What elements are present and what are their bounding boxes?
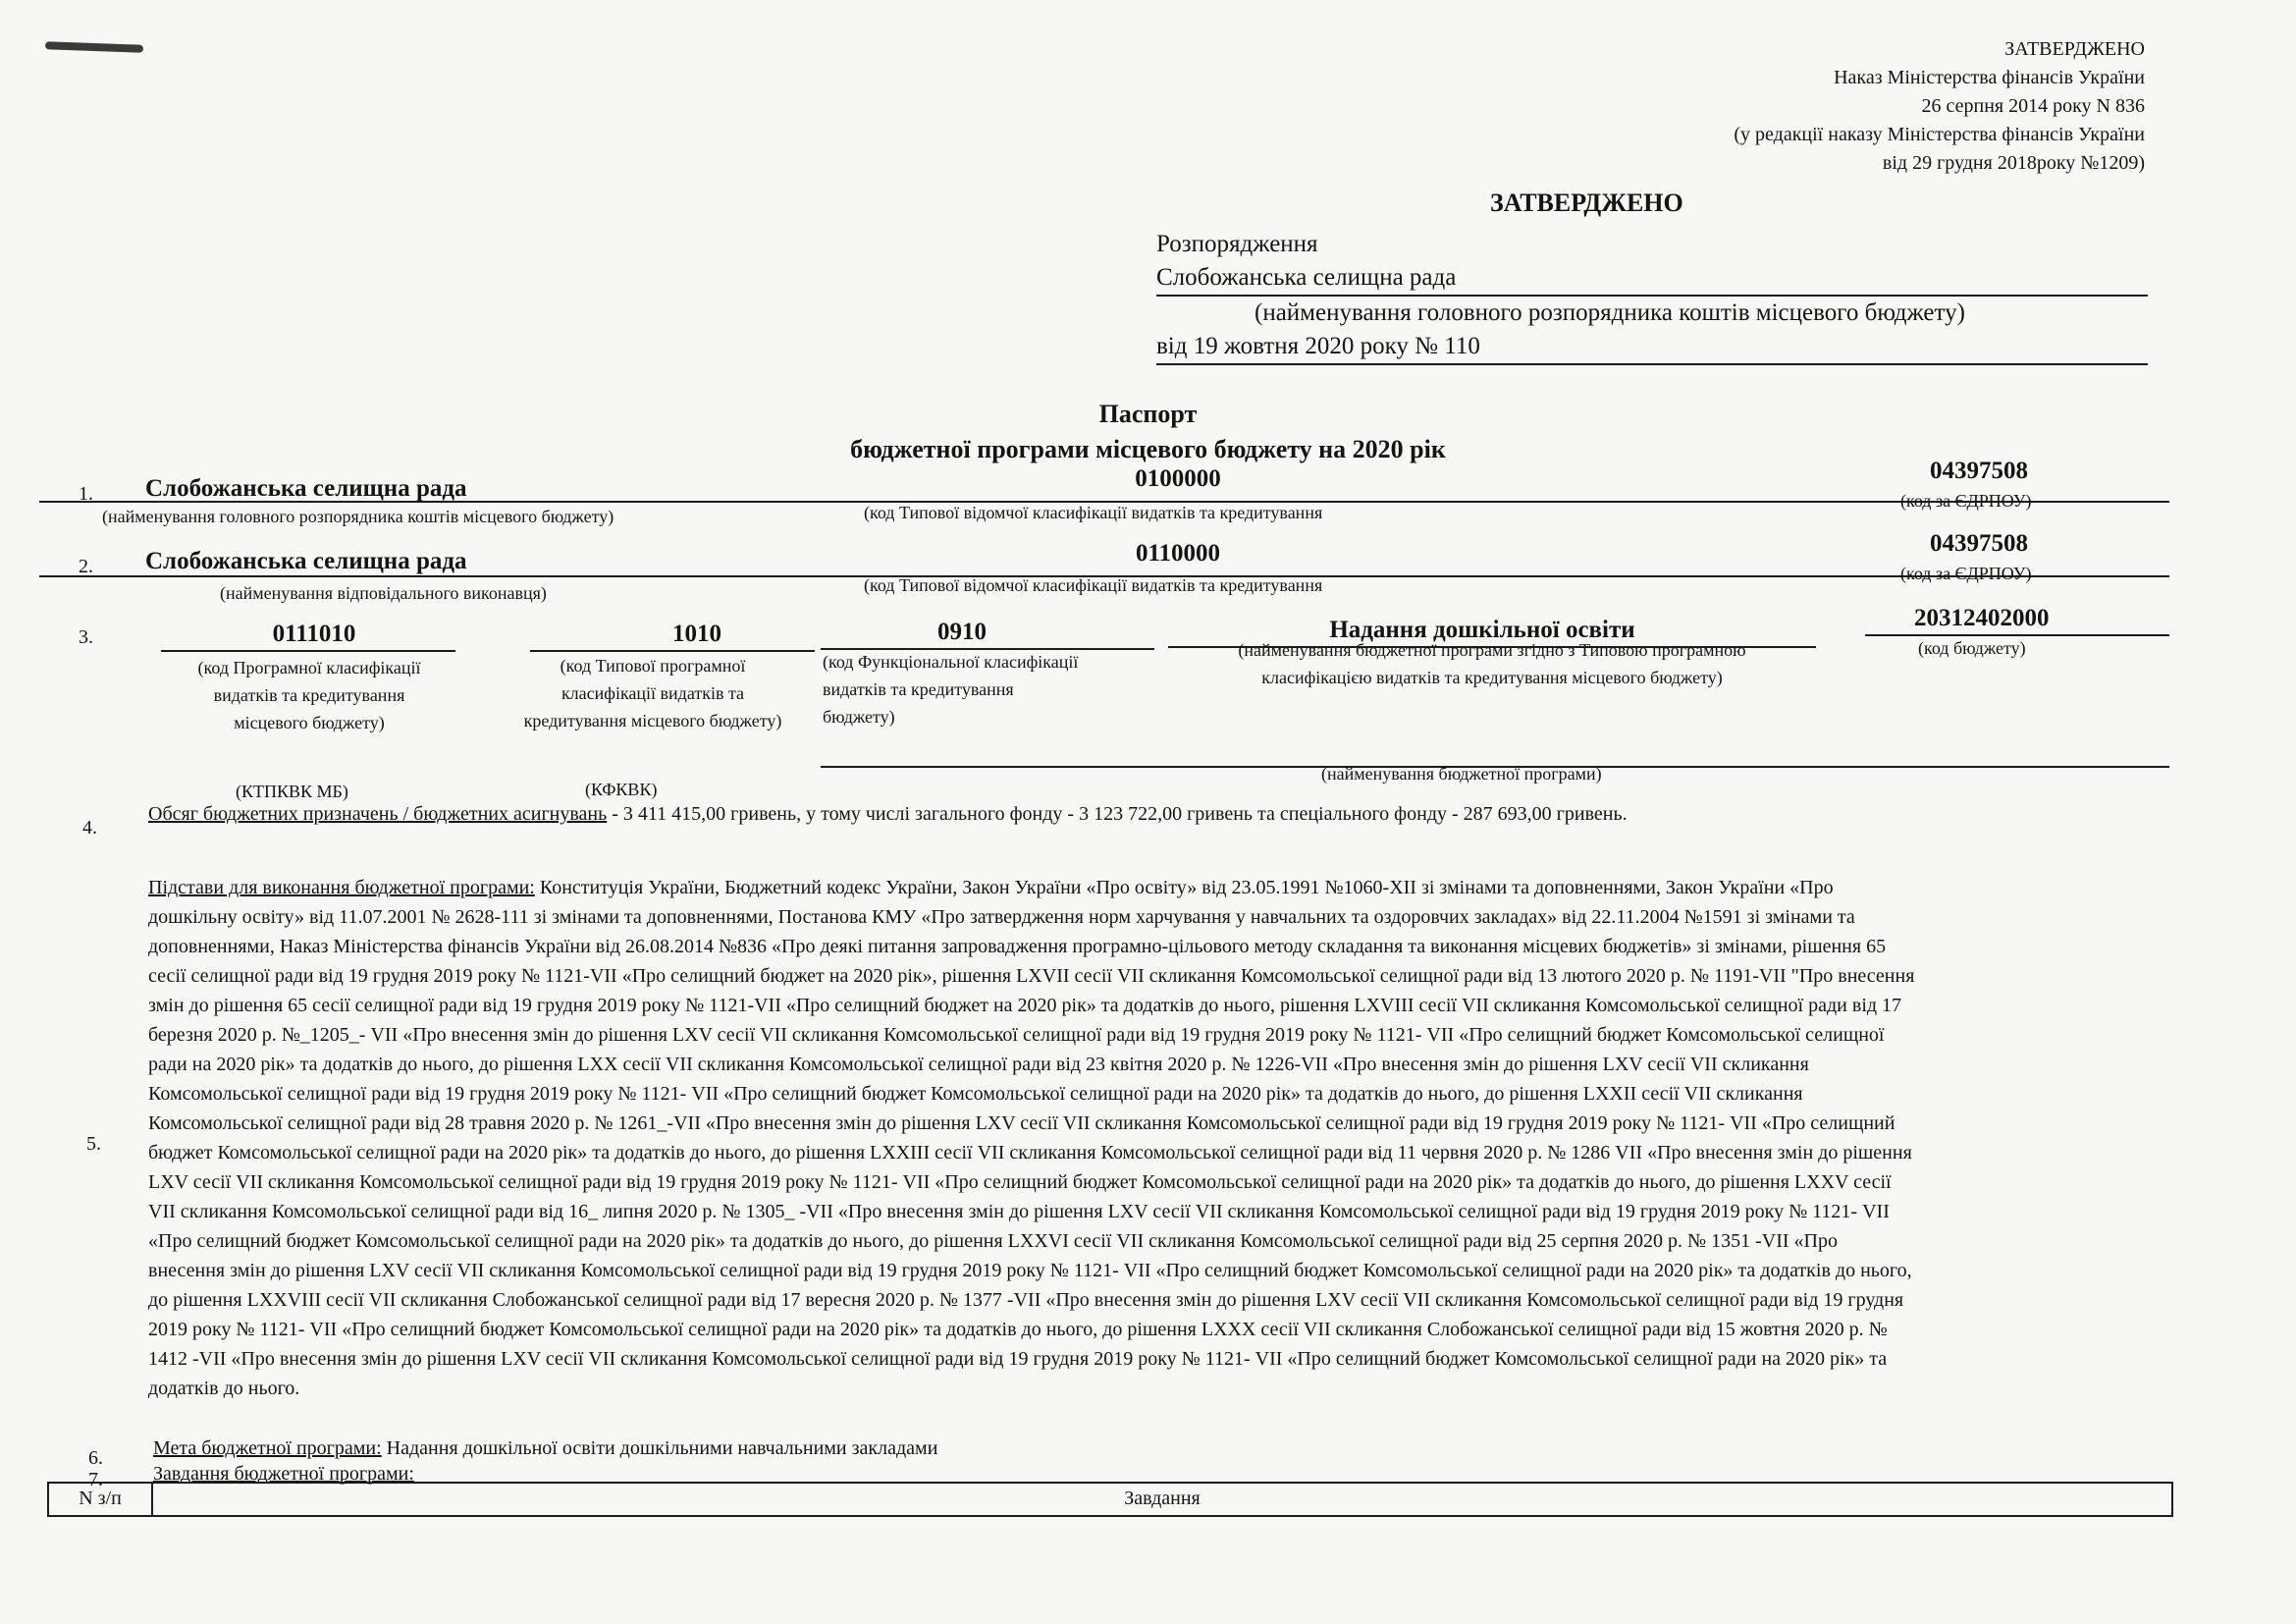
item2-code-caption: (код Типової відомчої класифікації видатків та кредитування xyxy=(864,575,1323,595)
item7-label: Завдання бюджетної програми: xyxy=(153,1463,414,1485)
tasks-col-num: N з/п xyxy=(49,1484,153,1515)
item5-number: 5. xyxy=(86,1133,101,1155)
order-doc-type: Розпорядження xyxy=(1156,231,1318,257)
item3-budget-caption: (код бюджету) xyxy=(1918,638,2026,658)
item5-line-18: додатків до нього. xyxy=(148,1378,300,1399)
item3-kpkvk-rule xyxy=(161,650,455,652)
item2-name-caption: (найменування відповідального виконавця) xyxy=(220,583,547,603)
item3-kfkvk-caption-2: класифікації видатків та xyxy=(561,683,745,703)
item5-line-1 xyxy=(148,873,2156,902)
order-block xyxy=(1156,228,2148,365)
item1-code-caption: (код Типової відомчої класифікації видатків та кредитування xyxy=(864,503,1323,522)
tasks-col-task: Завдання xyxy=(1124,1488,1201,1509)
item3-kpkvk-caption-2: видатків та кредитування xyxy=(213,685,405,705)
item3-program-caption xyxy=(1168,636,1816,691)
item1-code: 0100000 xyxy=(1135,465,1221,492)
item3-kpkvk: 0111010 xyxy=(272,621,356,647)
item3-program-caption-1: (найменування бюджетної програми згідно з Типовою програмною xyxy=(1238,640,1746,660)
item7-number: 7. xyxy=(88,1469,103,1490)
item1-edrpou: 04397508 xyxy=(1930,458,2028,484)
item1-name-caption: (найменування головного розпорядника коштів місцевого бюджету) xyxy=(102,507,614,526)
item1-edrpou-caption: (код за ЄДРПОУ) xyxy=(1900,491,2032,511)
approval-line-4: від 29 грудня 2018року №1209) xyxy=(1882,152,2145,174)
approval-line-3: (у редакції наказу Міністерства фінансів України xyxy=(1734,124,2145,145)
tasks-table-header xyxy=(47,1482,2173,1517)
item5-line-15: до рішення LXXVIII сесії VII скликання Слобожанської селищної ради від 17 вересня 2020 р. № 1377 -VII «Про внесення змін до рішення LXV сесії VII скликання Комсомольської селищної ради від 19 грудня xyxy=(148,1289,1904,1311)
item1-name: Слобожанська селищна рада xyxy=(145,475,467,502)
item3-kfkvk: 1010 xyxy=(672,621,721,647)
item5-line-2: дошкільну освіту» від 11.07.2001 № 2628-111 зі змінами та доповненнями, Постанова КМУ «Про затвердження норм харчування у навчальних та оздоровчих закладах» від 22.11.2004 №1591 зі змінами та xyxy=(148,906,1855,928)
item4-text xyxy=(148,803,2170,826)
approval-line-2: 26 серпня 2014 року N 836 xyxy=(1921,95,2145,117)
item5-line-7: ради на 2020 рік» та додатків до нього, до рішення LXX сесії VII скликання Комсомольської селищної ради від 23 квітня 2020 р. № 1226-VII «Про внесення змін до рішення LXV сесії VII скликання xyxy=(148,1054,1809,1075)
item3-program: Надання дошкільної освіти xyxy=(1329,617,1635,643)
order-authority-caption: (найменування головного розпорядника коштів місцевого бюджету) xyxy=(1255,299,1965,326)
item6-text xyxy=(153,1437,937,1460)
item6-value: Надання дошкільної освіти дошкільними навчальними закладами xyxy=(381,1437,938,1459)
item3-program-name-caption: (найменування бюджетної програми) xyxy=(1321,764,1602,784)
item3-kfkvk-caption-1: (код Типової програмної xyxy=(560,656,746,676)
order-approved-title: ЗАТВЕРДЖЕНО xyxy=(1490,189,1683,217)
item3-func-caption-2: видатків та кредитування xyxy=(823,679,1014,699)
item2-name: Слобожанська селищна рада xyxy=(145,548,467,574)
approval-line-1: Наказ Міністерства фінансів України xyxy=(1834,67,2145,88)
item4-value: - 3 411 415,00 гривень, у тому числі загального фонду - 3 123 722,00 гривень та спеціального фонду - 287 693,00 гривень. xyxy=(607,803,1628,825)
staple-mark xyxy=(45,41,143,52)
item3-func-caption-3: бюджету) xyxy=(823,707,895,727)
item3-kfkvk-short: (КФКВК) xyxy=(585,780,658,799)
item3-program-caption-2: класифікацією видатків та кредитування місцевого бюджету) xyxy=(1261,668,1723,687)
item5-line-text: Конституція України, Бюджетний кодекс України, Закон України «Про освіту» від 23.05.1991 №1060-XII зі змінами та доповненнями, Закон України «Про xyxy=(534,877,1834,898)
item5-line-4: сесії селищної ради від 19 грудня 2019 року № 1121-VII «Про селищний бюджет на 2020 рік», рішення LXVII сесії VII скликання Комсомольської селищної ради від 13 лютого 2020 р. № 1191-VII "Про внесення xyxy=(148,965,1915,987)
item5-line-5: змін до рішення 65 сесії селищної ради від 19 грудня 2019 року № 1121-VII «Про селищний бюджет на 2020 рік» та додатків до нього, рішення LXVIII сесії VII скликання Комсомольської селищної ради від 17 xyxy=(148,995,1902,1016)
item3-ktpkvk-mb: (КТПКВК МБ) xyxy=(236,782,348,801)
passport-title-line-1: Паспорт xyxy=(1098,400,1198,428)
item3-kfkvk-caption-3: кредитування місцевого бюджету) xyxy=(523,711,782,731)
item2-code: 0110000 xyxy=(1135,540,1221,567)
item5-line-17: 1412 -VII «Про внесення змін до рішення LXV сесії VII скликання Комсомольської селищної ради від 19 грудня 2019 року № 1121- VII «Про селищний бюджет Комсомольської селищної ради на 2020 рік» та xyxy=(148,1348,1888,1370)
item5-line-10: бюджет Комсомольської селищної ради на 2020 рік» та додатків до нього, до рішення LXXIII сесії VII скликання Комсомольської селищної ради від 11 червня 2020 р. № 1286 VII «Про внесення змін до рішення xyxy=(148,1142,1912,1164)
item5-line-13: «Про селищний бюджет Комсомольської селищної ради на 2020 рік» та додатків до нього, до рішення LXXVI сесії VII скликання Комсомольської селищної ради від 25 серпня 2020 р. № 1351 -VII «Про xyxy=(148,1230,1838,1252)
item5-line-3: доповненнями, Наказ Міністерства фінансів України від 26.08.2014 №836 «Про деякі питання запровадження програмно-цільового методу складання та виконання місцевих бюджетів» зі змінами, рішення 65 xyxy=(148,936,1887,957)
item5-line-16: 2019 року № 1121- VII «Про селищний бюджет Комсомольської селищної ради на 2020 рік» та додатків до нього, до рішення LXXX сесії VII скликання Слобожанської селищної ради від 15 жовтня 2020 р. № xyxy=(148,1319,1888,1340)
item3-kpkvk-caption-3: місцевого бюджету) xyxy=(234,713,385,732)
item5-line-11: LXV сесії VII скликання Комсомольської селищної ради від 19 грудня 2019 року № 1121- VII «Про селищний бюджет Комсомольської селищної ради на 2020 рік» та додатків до нього, до рішення LXXV сесії xyxy=(148,1171,1892,1193)
item1-number: 1. xyxy=(79,483,93,505)
item5-line-9: Комсомольської селищної ради від 28 травня 2020 р. № 1261_-VII «Про внесення змін до рішення LXV сесії VII скликання Комсомольської селищної ради від 19 грудня 2019 року № 1121- VII «Про селищний xyxy=(148,1112,1896,1134)
item3-func: 0910 xyxy=(937,619,987,645)
item5-paragraph xyxy=(148,873,2156,1403)
item5-line-6: березня 2020 р. №_1205_- VII «Про внесення змін до рішення LXV сесії VII скликання Комсомольської селищної ради від 19 грудня 2019 року № 1121- VII «Про селищний бюджет Комсомольської селищної xyxy=(148,1024,1885,1046)
item6-label: Мета бюджетної програми: xyxy=(153,1437,382,1459)
item3-func-caption-1: (код Функціональної класифікації xyxy=(823,652,1079,672)
item5-label: Підстави для виконання бюджетної програми: xyxy=(148,877,535,898)
item4-number: 4. xyxy=(82,817,97,839)
item5-line-8: Комсомольської селищної ради від 19 грудня 2019 року № 1121- VII «Про селищний бюджет Комсомольської селищної ради на 2020 рік» та додатків до нього, до рішення LXXII сесії VII скликання xyxy=(148,1083,1803,1105)
item3-kpkvk-caption xyxy=(147,654,471,736)
order-authority: Слобожанська селищна рада xyxy=(1156,261,2148,297)
item3-func-caption xyxy=(823,648,1166,731)
item6-number: 6. xyxy=(88,1447,103,1469)
item3-budget-code: 20312402000 xyxy=(1914,605,2050,631)
item4-label: Обсяг бюджетних призначень / бюджетних асигнувань xyxy=(148,803,608,825)
item2-edrpou-caption: (код за ЄДРПОУ) xyxy=(1900,564,2032,583)
item3-number: 3. xyxy=(79,626,93,648)
passport-title-line-2: бюджетної програми місцевого бюджету на 2020 рік xyxy=(850,435,1446,463)
item5-line-12: VII скликання Комсомольської селищної ради від 16_ липня 2020 р. № 1305_ -VII «Про внесення змін до рішення LXV сесії VII скликання Комсомольської селищної ради від 19 грудня 2019 року № 1121- VII xyxy=(148,1201,1890,1222)
order-date-line: від 19 жовтня 2020 року № 110 xyxy=(1156,330,2148,365)
item2-edrpou: 04397508 xyxy=(1930,530,2028,557)
approval-header xyxy=(1458,35,2145,178)
item5-line-14: внесення змін до рішення LXV сесії VII скликання Комсомольської селищної ради від 19 грудня 2019 року № 1121- VII «Про селищний бюджет Комсомольської селищної ради на 2020 рік» та додатків до нього, xyxy=(148,1260,1912,1281)
item2-number: 2. xyxy=(79,556,93,577)
approval-label: ЗАТВЕРДЖЕНО xyxy=(2004,38,2145,60)
item3-kpkvk-caption-1: (код Програмної класифікації xyxy=(197,658,421,677)
item3-kfkvk-caption xyxy=(481,652,825,734)
